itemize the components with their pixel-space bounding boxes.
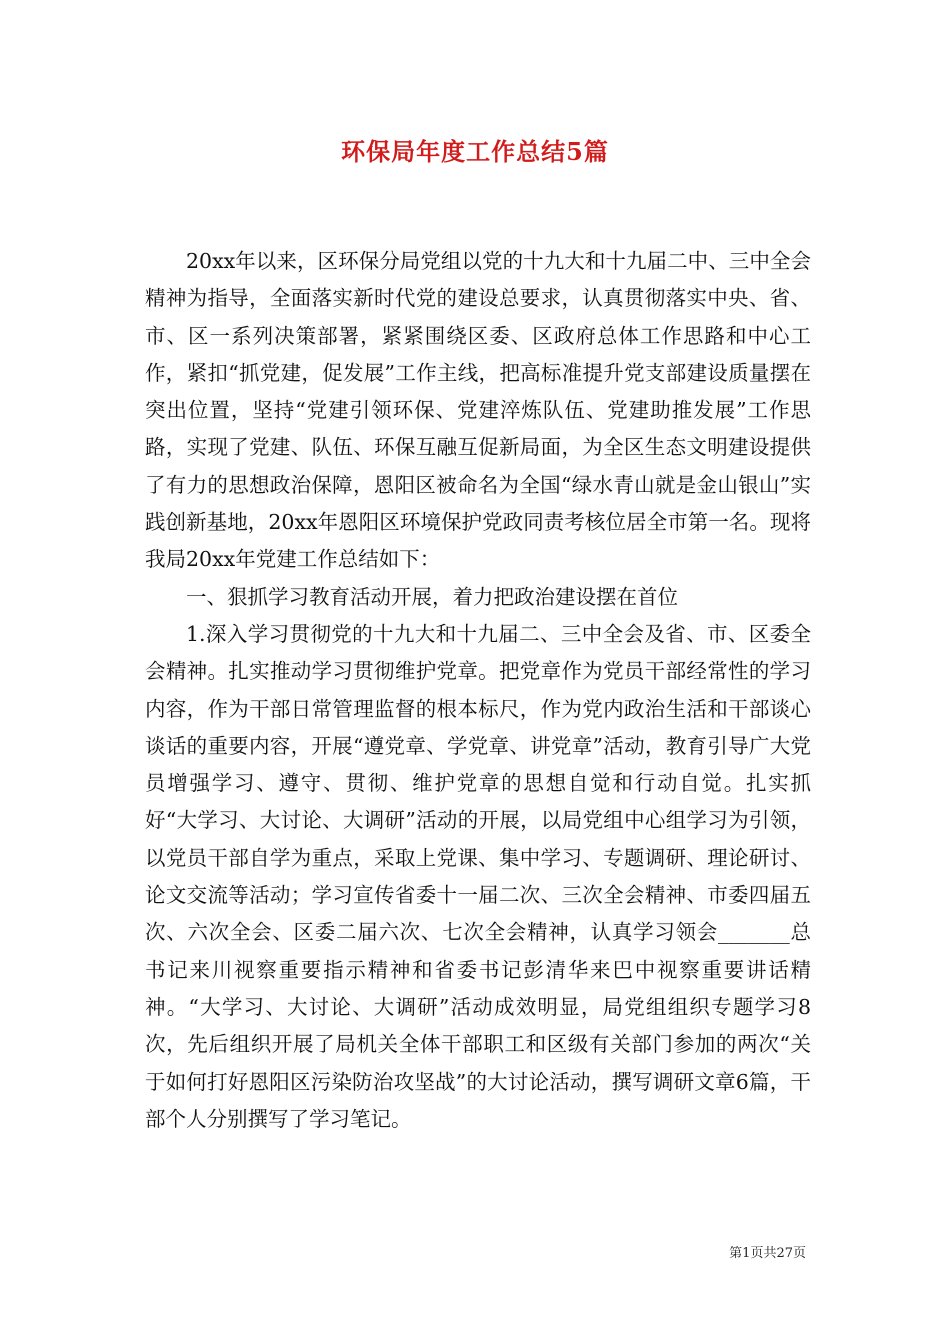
document-body <box>145 243 811 1138</box>
paragraph-item-1: 1.深入学习贯彻党的十九大和十九届二、三中全会及省、市、区委全会精神。扎实推动学习贯彻维护党章。把党章作为党员干部经常性的学习内容，作为干部日常管理监督的根本标尺，作为党内政治生活和干部谈心谈话的重要内容，开展“遵党章、学党章、讲党章”活动，教育引导广大党员增强学习、遵守、贯彻、维护党章的思想自觉和行动自觉。扎实抓好“大学习、大讨论、大调研”活动的开展，以局党组中心组学习为引领，以党员干部自学为重点，采取上党课、集中学习、专题调研、理论研讨、论文交流等活动；学习宣传省委十一届二次、三次全会精神、市委四届五次、六次全会、区委二届六次、七次全会精神，认真学习领会_______总书记来川视察重要指示精神和省委书记彭清华来巴中视察重要讲话精神。“大学习、大讨论、大调研”活动成效明显，局党组组织专题学习8次，先后组织开展了局机关全体干部职工和区级有关部门参加的两次“关于如何打好恩阳区污染防治攻坚战”的大讨论活动，撰写调研文章6篇，干部个人分别撰写了学习笔记。 <box>145 621 811 1131</box>
document-title: 环保局年度工作总结5篇 <box>341 137 609 166</box>
page-number: 第1页共27页 <box>729 1246 806 1261</box>
paragraph-intro: 20xx年以来，区环保分局党组以党的十九大和十九届二中、三中全会精神为指导，全面落实新时代党的建设总要求，认真贯彻落实中央、省、市、区一系列决策部署，紧紧围绕区委、区政府总体工作思路和中心工作，紧扣“抓党建，促发展”工作主线，把高标准提升党支部建设质量摆在突出位置，坚持“党建引领环保、党建淬炼队伍、党建助推发展”工作思路，实现了党建、队伍、环保互融互促新局面，为全区生态文明建设提供了有力的思想政治保障，恩阳区被命名为全国“绿水青山就是金山银山”实践创新基地，20xx年恩阳区环境保护党政同责考核位居全市第一名。现将我局20xx年党建工作总结如下： <box>145 249 811 572</box>
section-heading-1: 一、狠抓学习教育活动开展，着力把政治建设摆在首位 <box>186 584 678 609</box>
